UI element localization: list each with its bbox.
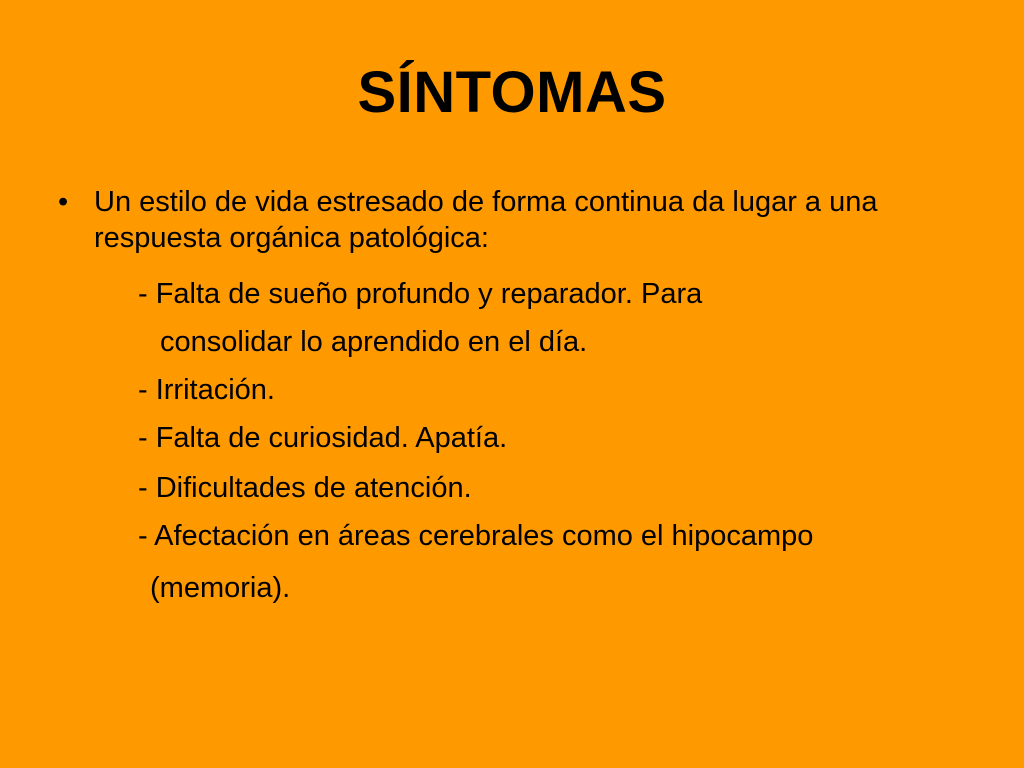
sub-item-sleep-continuation: consolidar lo aprendido en el día. bbox=[160, 326, 588, 358]
sub-item-curiosity: - Falta de curiosidad. Apatía. bbox=[138, 422, 508, 454]
sub-item-sleep: - Falta de sueño profundo y reparador. Para bbox=[138, 278, 703, 310]
slide-title: SÍNTOMAS bbox=[357, 60, 667, 125]
sub-item-attention: - Dificultades de atención. bbox=[138, 472, 472, 504]
sub-item-brain-areas: - Afectación en áreas cerebrales como el hipocampo bbox=[138, 520, 814, 552]
sub-item-irritation: - Irritación. bbox=[138, 374, 275, 406]
bullet-icon: • bbox=[58, 186, 69, 218]
bullet-text: Un estilo de vida estresado de forma continua da lugar a una respuesta orgánica patológica: bbox=[94, 186, 878, 254]
sub-item-memory: (memoria). bbox=[150, 572, 291, 604]
